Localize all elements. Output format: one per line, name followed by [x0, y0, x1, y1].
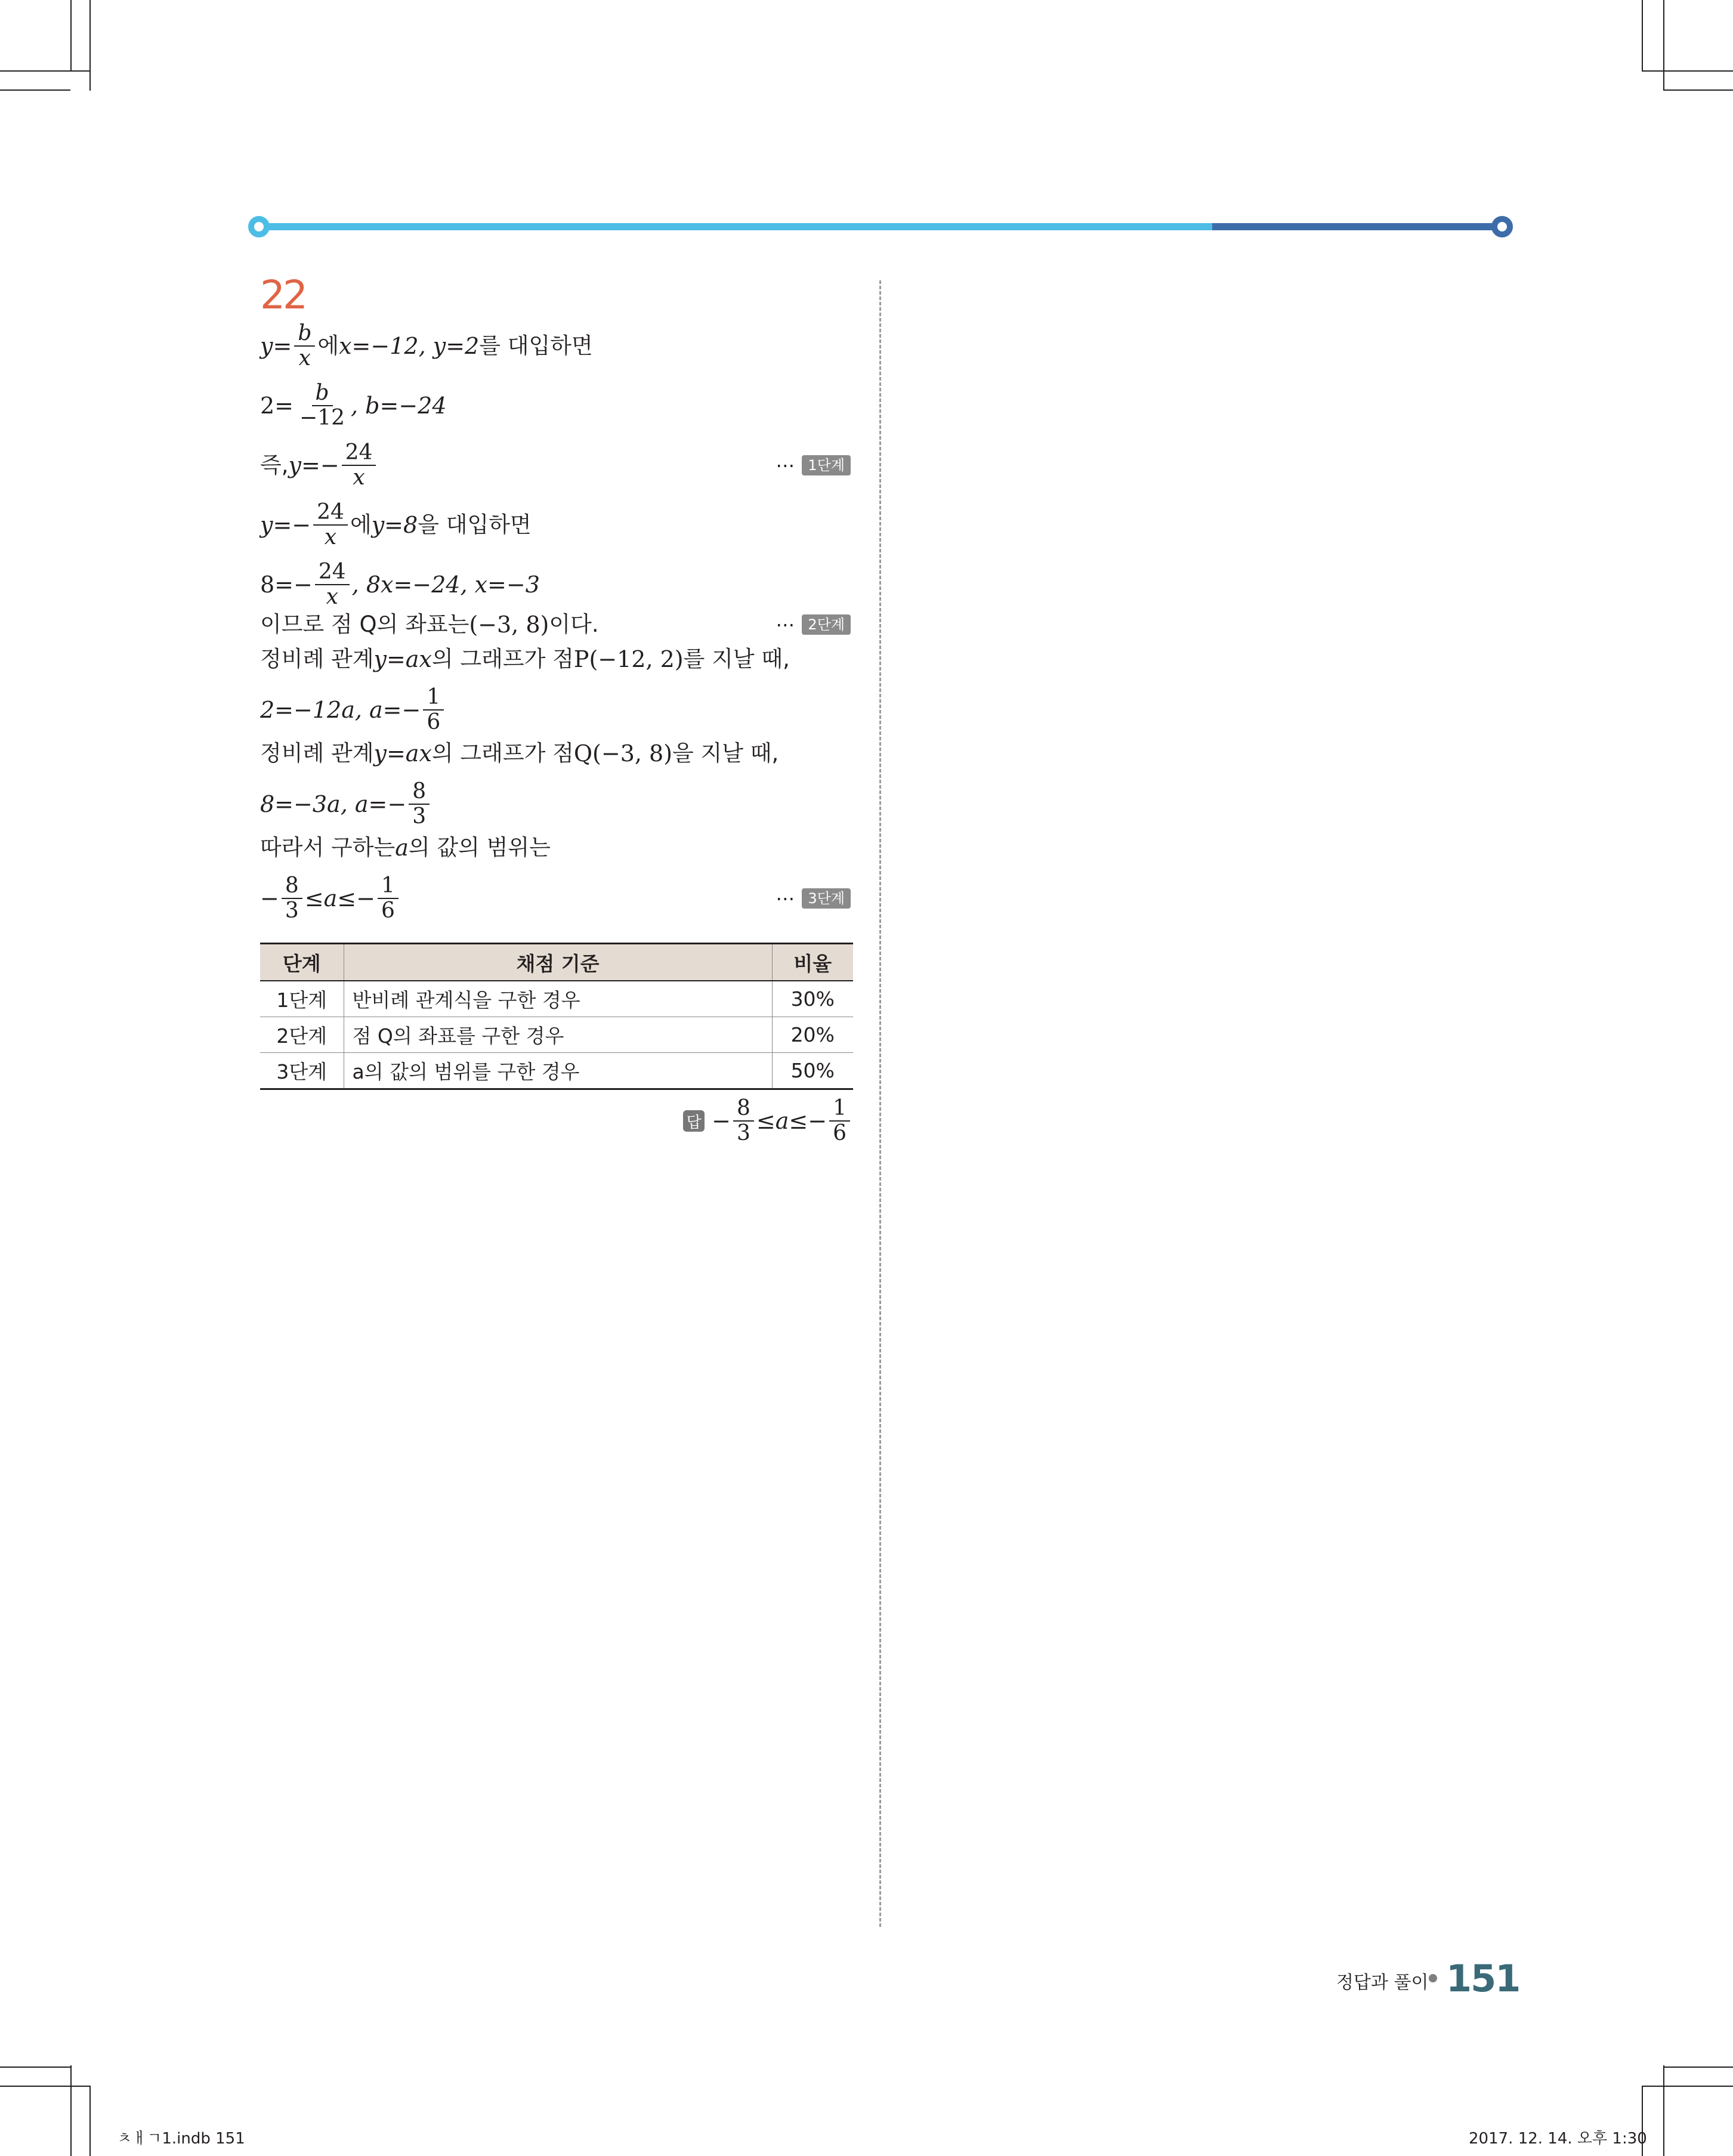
crop-mark — [0, 70, 91, 72]
header-ratio: 비율 — [772, 944, 853, 981]
table-row: 1단계 반비례 관계식을 구한 경우 30% — [260, 981, 853, 1017]
solution-line-6: 이므로 점 Q의 좌표는 (−3, 8) 이다. ⋯ 2단계 — [260, 609, 857, 640]
step-marker-1: ⋯ 1단계 — [776, 450, 851, 481]
crop-mark — [1663, 89, 1733, 91]
header-bar-dark-segment — [1212, 223, 1502, 230]
fraction: $\frac{b}{-12}$ — [299, 381, 345, 430]
crop-mark — [1663, 0, 1664, 91]
step-badge: 3단계 — [802, 888, 851, 909]
crop-mark — [0, 89, 70, 91]
crop-mark — [89, 2086, 91, 2156]
header-step: 단계 — [260, 944, 344, 981]
header-criteria: 채점 기준 — [344, 944, 772, 981]
page-number: 151 — [1446, 1957, 1520, 2000]
fraction: $\frac{8}{3}$ — [733, 1096, 754, 1145]
crop-mark — [1642, 0, 1643, 70]
solution-line-3: 즉, y=− $\frac{24}{x}$ ⋯ 1단계 — [260, 441, 857, 490]
crop-mark — [0, 2067, 70, 2068]
fraction: $\frac{24}{x}$ — [313, 501, 348, 549]
fraction: $\frac{24}{x}$ — [342, 441, 376, 490]
solution-line-1: y= $\frac{b}{x}$ 에 x=−12, y=2 를 대입하면 — [260, 321, 593, 370]
print-slug-file: ㅊㅐㄱ1.indb 151 — [117, 2130, 245, 2148]
fraction: $\frac{24}{x}$ — [315, 560, 350, 609]
solution-line-12: − $\frac{8}{3}$ ≤a≤− $\frac{1}{6}$ ⋯ 3단계 — [260, 874, 857, 923]
step-badge: 1단계 — [802, 455, 851, 475]
solution-line-8: 2=−12a, a=− $\frac{1}{6}$ — [260, 685, 857, 734]
answer-badge: 답 — [683, 1110, 705, 1132]
header-bar-right-cap — [1491, 216, 1513, 237]
step-marker-3: ⋯ 3단계 — [776, 883, 851, 914]
solution-line-9: 정비례 관계 y=ax 의 그래프가 점 Q(−3, 8) 을 지날 때, — [260, 740, 779, 767]
fraction: $\frac{8}{3}$ — [282, 874, 302, 923]
crop-mark — [1642, 2086, 1733, 2087]
crop-mark — [70, 0, 72, 70]
solution-line-4: y=− $\frac{24}{x}$ 에 y=8 을 대입하면 — [260, 500, 532, 549]
fraction: $\frac{b}{x}$ — [294, 322, 315, 370]
solution-line-7: 정비례 관계 y=ax 의 그래프가 점 P(−12, 2) 를 지날 때, — [260, 646, 790, 672]
table-row: 2단계 점 Q의 좌표를 구한 경우 20% — [260, 1017, 853, 1053]
solution-line-10: 8=−3a, a=− $\frac{8}{3}$ — [260, 780, 857, 829]
solution-block — [260, 271, 857, 923]
fraction: $\frac{8}{3}$ — [409, 780, 430, 829]
crop-mark — [0, 2086, 91, 2087]
crop-mark — [1663, 2065, 1664, 2156]
footer-bullet — [1429, 1974, 1437, 1982]
column-divider — [879, 280, 881, 1927]
header-bar-left-cap — [248, 216, 270, 237]
final-answer: 답 − $\frac{8}{3}$ ≤a≤− $\frac{1}{6}$ — [683, 1096, 852, 1145]
fraction: $\frac{1}{6}$ — [378, 874, 399, 923]
footer-section-label: 정답과 풀이 — [1336, 1972, 1429, 1993]
step-marker-2: ⋯ 2단계 — [776, 609, 851, 640]
crop-mark — [70, 2065, 72, 2156]
header-bar — [258, 221, 1502, 233]
fraction: $\frac{1}{6}$ — [829, 1096, 850, 1145]
print-slug-date: 2017. 12. 14. 오후 1:30 — [1469, 2130, 1647, 2148]
step-badge: 2단계 — [802, 614, 851, 635]
table-row: 3단계 a의 값의 범위를 구한 경우 50% — [260, 1053, 853, 1089]
solution-line-11: 따라서 구하는 a 의 값의 범위는 — [260, 835, 551, 861]
table-header-row — [260, 944, 853, 981]
crop-mark — [1663, 2067, 1733, 2068]
scoring-table — [260, 943, 853, 1090]
header-bar-light-segment — [258, 223, 1222, 230]
crop-mark — [1642, 70, 1733, 72]
fraction: $\frac{1}{6}$ — [423, 685, 444, 734]
solution-line-2: 2= $\frac{b}{-12}$ , b=−24 — [260, 381, 447, 430]
solution-line-5: 8=− $\frac{24}{x}$ , 8x=−24, x=−3 — [260, 560, 540, 609]
crop-mark — [89, 0, 91, 91]
problem-number: 22 — [260, 272, 305, 318]
